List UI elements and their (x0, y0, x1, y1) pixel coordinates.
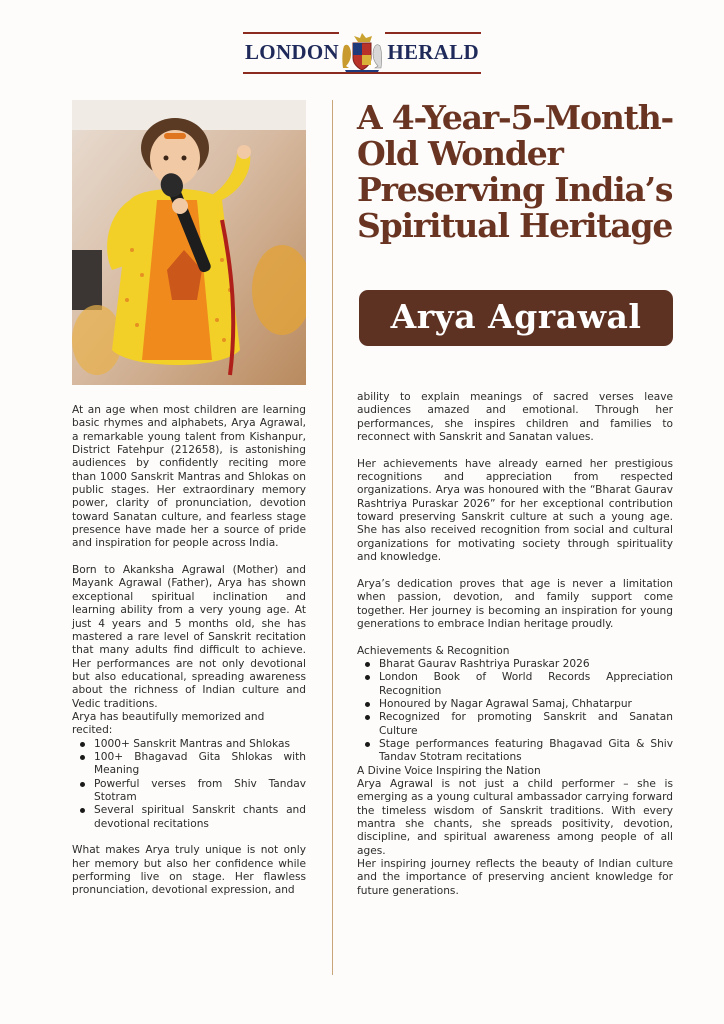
article-paragraph: Her achievements have already earned her prestigious recognitions and appreciation from respected organizations. Arya was honoured with the “Bharat Gaurav Rashtriya Puraskar 2026” for her exceptional contribution toward preserving Sanskrit culture at such a young age. She has also received recognition from social and cultural organizations for motivating society through spirituality and knowledge. (357, 457, 673, 564)
masthead (243, 28, 481, 78)
headline (357, 100, 697, 244)
list-intro: Arya has beautifully memorized and recited: (72, 710, 265, 737)
list-item: 1000+ Sanskrit Mantras and Shlokas (94, 738, 306, 751)
name-badge-text: Arya Agrawal (390, 297, 642, 336)
article-paragraph: Arya Agrawal is not just a child performer – she is emerging as a young cultural ambassador carrying forward the timeless wisdom of Sanskrit traditions. With every mantra she chants, she spreads positivity, devotion, discipline, and spiritual awareness among people of all ages. (357, 777, 673, 857)
article-paragraph: What makes Arya truly unique is not only her memory but also her confidence while performing live on stage. Her flawless pronunciation, devotional expression, and (72, 844, 306, 897)
list-item: Stage performances featuring Bhagavad Gita & Shiv Tandav Stotram recitations (379, 737, 673, 764)
headline-line: Spiritual Heritage (357, 206, 673, 245)
list-item: Bharat Gaurav Rashtriya Puraskar 2026 (379, 658, 673, 671)
section-subheading: A Divine Voice Inspiring the Nation (357, 764, 541, 777)
masthead-right-word: HERALD (387, 40, 479, 64)
list-item: Recognized for promoting Sanskrit and Sanatan Culture (379, 711, 673, 737)
left-column (72, 404, 306, 911)
article-paragraph: Arya’s dedication proves that age is never a limitation when passion, devotion, and family support come together. Her journey is becoming an inspiration for young generations to embrace Indian heritage proudly. (357, 577, 673, 630)
masthead-left-word: LONDON (245, 40, 339, 64)
article-paragraph: Born to Akanksha Agrawal (Mother) and Mayank Agrawal (Father), Arya has shown exceptional spiritual inclination and learning ability from a very young age. At just 4 years and 5 months old, she has mastered a rare level of Sanskrit recitation that many adults find difficult to achieve. Her performances are not only devotional but also educational, spreading awareness about the richness of Indian culture and Vedic traditions. (72, 564, 306, 710)
article-paragraph: Her inspiring journey reflects the beauty of Indian culture and the importance of preserving ancient knowledge for future generations. (357, 858, 673, 897)
headline-line: A 4-Year-5-Month- (357, 98, 673, 137)
headline-line: Preserving India’s (357, 170, 673, 209)
headline-line: Old Wonder (357, 134, 563, 173)
name-badge (359, 290, 673, 346)
list-item: Powerful verses from Shiv Tandav Stotram (94, 777, 306, 803)
article-paragraph: At an age when most children are learning basic rhymes and alphabets, Arya Agrawal, a remarkable young talent from Kishanpur, District Fatehpur (212658), is astonishing audiences by confidently reciting more than 1000 Sanskrit Mantras and Shlokas on public stages. Her extraordinary memory power, clarity of pronunciation, devotion toward Sanatan culture, and fearless stage presence have made her a source of pride and inspiration for people across India. (72, 404, 306, 550)
column-divider (332, 100, 333, 975)
royal-crest-icon (339, 30, 385, 76)
article-paragraph: ability to explain meanings of sacred verses leave audiences amazed and emotional. Through her performances, she inspires children and families to reconnect with Sanskrit and Sanatan values. (357, 391, 673, 444)
right-column (357, 391, 673, 898)
list-item: Several spiritual Sanskrit chants and devotional recitations (94, 804, 306, 830)
recitations-list (72, 738, 306, 831)
feature-photo (72, 100, 306, 385)
child-performer-illustration (72, 100, 306, 385)
achievements-list (357, 658, 673, 765)
masthead-bottom-rule (243, 72, 481, 74)
achievements-heading: Achievements & Recognition (357, 644, 510, 657)
list-item: London Book of World Records Appreciation Recognition (379, 671, 673, 697)
list-item: 100+ Bhagavad Gita Shlokas with Meaning (94, 750, 306, 777)
list-item: Honoured by Nagar Agrawal Samaj, Chhatarpur (379, 698, 673, 711)
